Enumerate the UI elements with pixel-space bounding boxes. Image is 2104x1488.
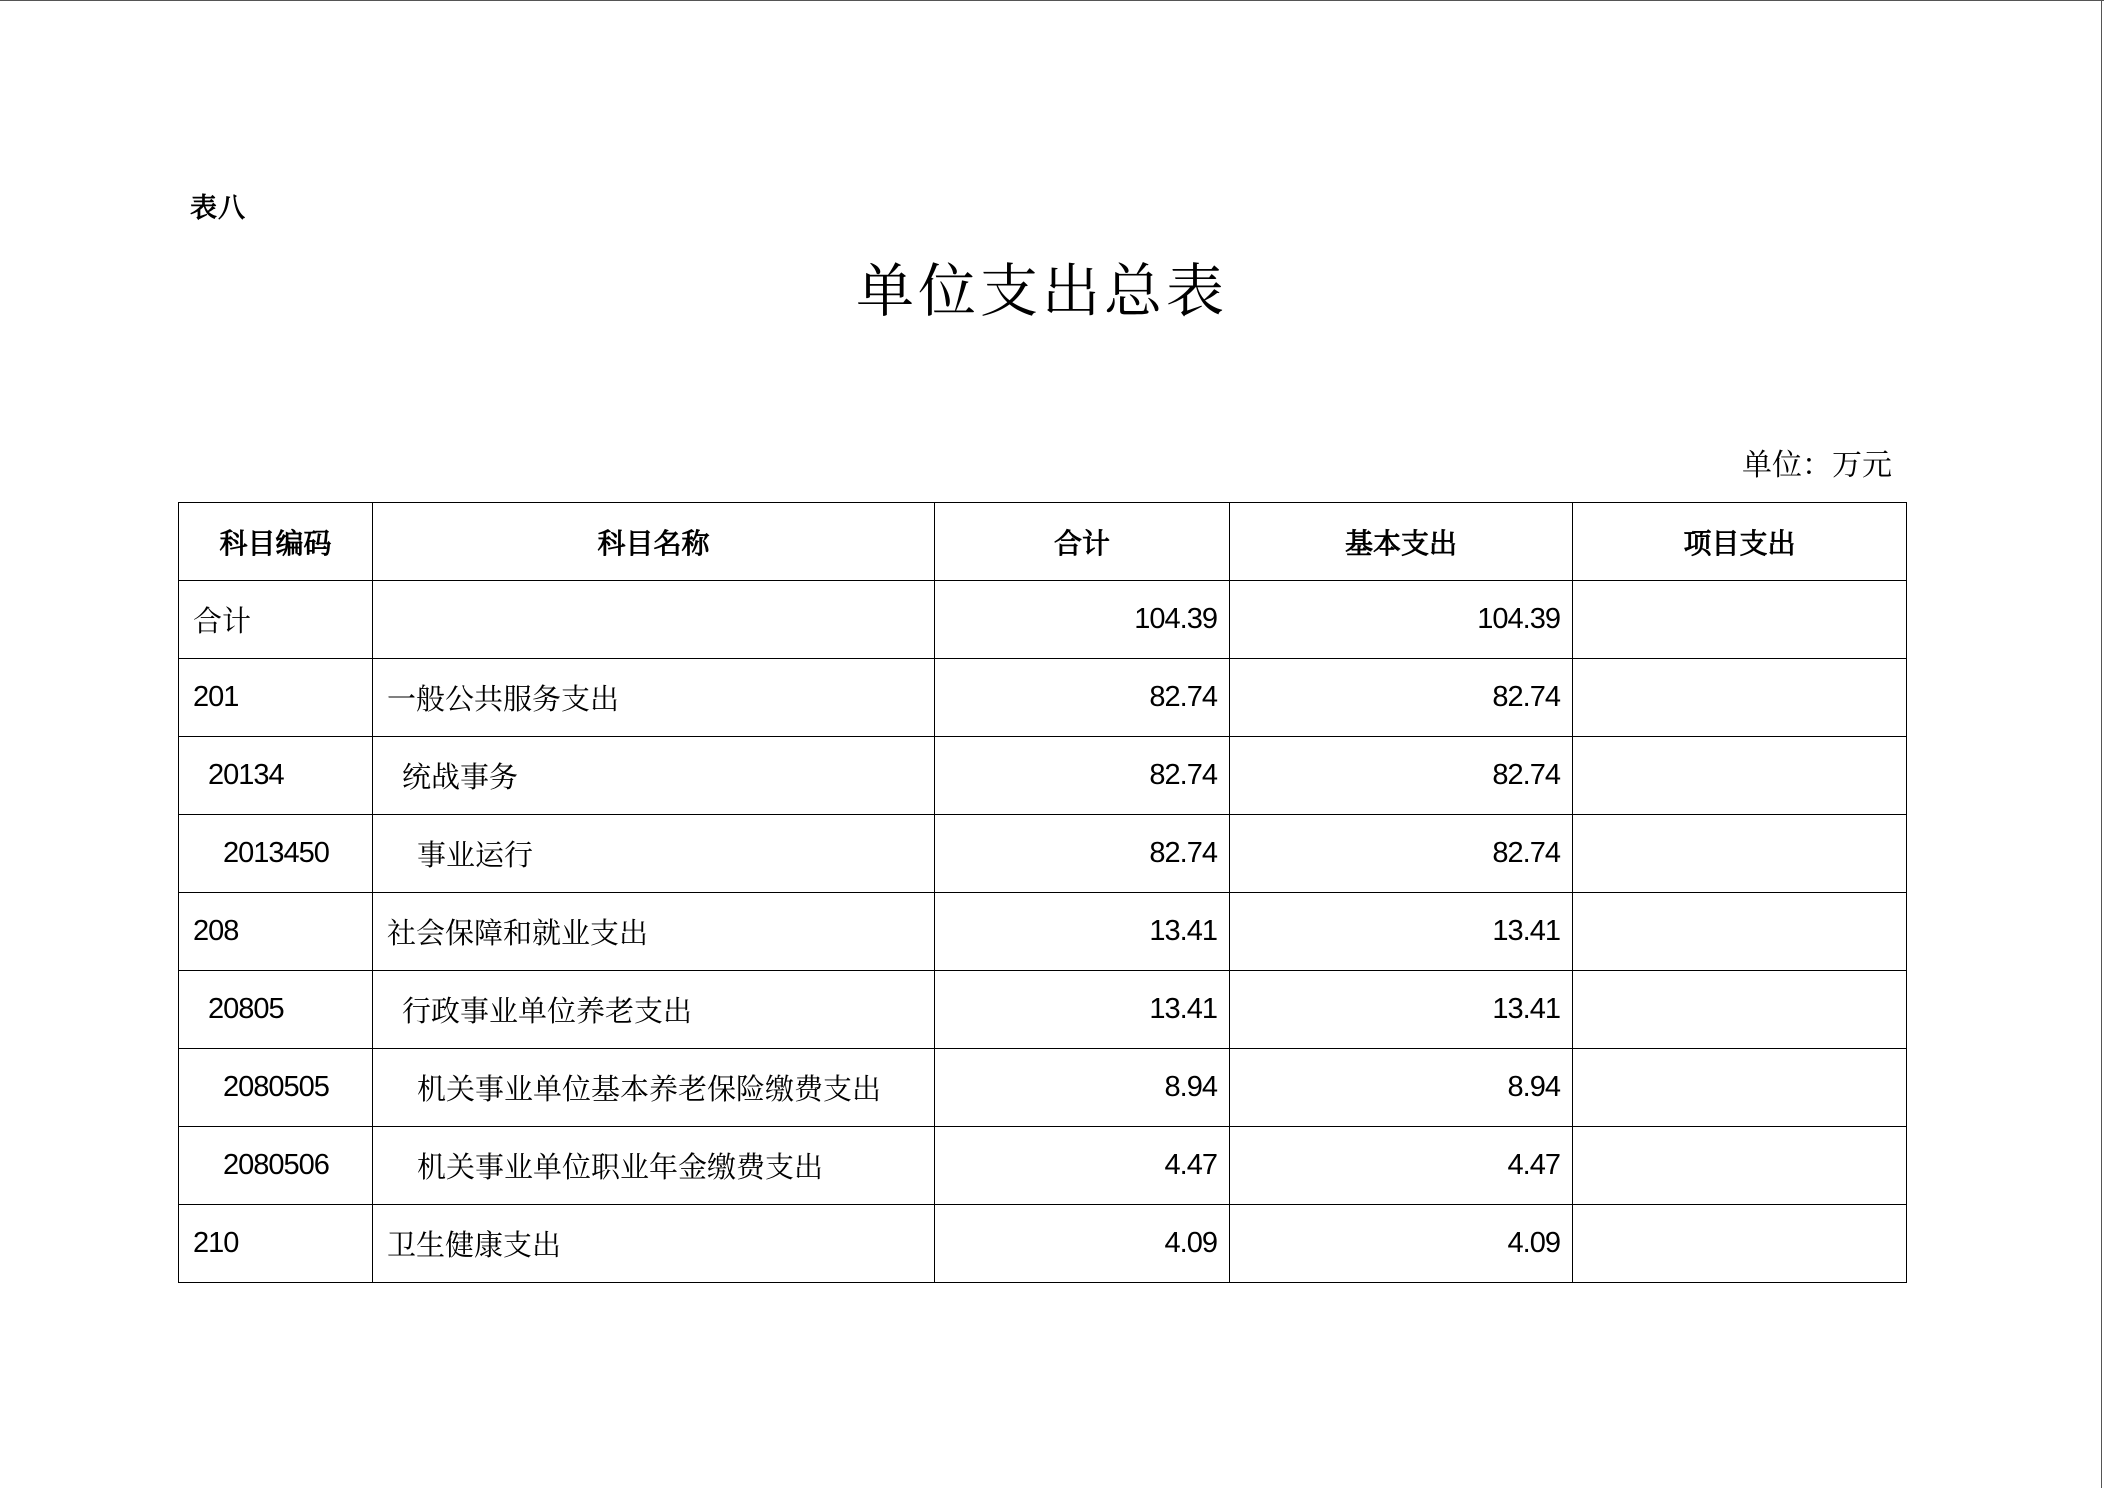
row-total: 4.09 [935, 1205, 1230, 1283]
row-basic: 82.74 [1230, 737, 1573, 815]
row-total: 13.41 [935, 971, 1230, 1049]
row-total: 82.74 [935, 815, 1230, 893]
row-code: 2080506 [179, 1127, 373, 1205]
row-name: 机关事业单位基本养老保险缴费支出 [373, 1049, 935, 1127]
row-code: 合计 [179, 581, 373, 659]
row-project [1573, 1205, 1907, 1283]
row-total: 13.41 [935, 893, 1230, 971]
table-row [179, 659, 1907, 737]
table-row [179, 893, 1907, 971]
row-basic: 4.47 [1230, 1127, 1573, 1205]
row-name: 一般公共服务支出 [373, 659, 935, 737]
table-row [179, 815, 1907, 893]
row-total: 8.94 [935, 1049, 1230, 1127]
row-code: 201 [179, 659, 373, 737]
row-basic: 82.74 [1230, 659, 1573, 737]
header-project-expenditure: 项目支出 [1573, 503, 1907, 581]
row-name: 统战事务 [373, 737, 935, 815]
header-subject-name: 科目名称 [373, 503, 935, 581]
row-basic: 4.09 [1230, 1205, 1573, 1283]
row-name [373, 581, 935, 659]
row-total: 104.39 [935, 581, 1230, 659]
row-code: 2013450 [179, 815, 373, 893]
row-project [1573, 1049, 1907, 1127]
row-project [1573, 971, 1907, 1049]
row-project [1573, 815, 1907, 893]
row-code: 210 [179, 1205, 373, 1283]
table-row [179, 1205, 1907, 1283]
row-total: 82.74 [935, 659, 1230, 737]
row-project [1573, 893, 1907, 971]
row-code: 2080505 [179, 1049, 373, 1127]
table-header-row [179, 503, 1907, 581]
page-title: 单位支出总表 [855, 257, 1228, 325]
row-code: 20134 [179, 737, 373, 815]
row-basic: 82.74 [1230, 815, 1573, 893]
row-basic: 13.41 [1230, 971, 1573, 1049]
row-basic: 8.94 [1230, 1049, 1573, 1127]
row-project [1573, 1127, 1907, 1205]
header-total: 合计 [935, 503, 1230, 581]
row-total: 82.74 [935, 737, 1230, 815]
row-basic: 104.39 [1230, 581, 1573, 659]
row-name: 社会保障和就业支出 [373, 893, 935, 971]
table-row [179, 737, 1907, 815]
header-basic-expenditure: 基本支出 [1230, 503, 1573, 581]
table-row [179, 971, 1907, 1049]
row-code: 208 [179, 893, 373, 971]
row-name: 事业运行 [373, 815, 935, 893]
row-project [1573, 581, 1907, 659]
expense-summary-table [178, 502, 1907, 1283]
table-number-label: 表八 [190, 193, 246, 224]
row-total: 4.47 [935, 1127, 1230, 1205]
header-subject-code: 科目编码 [179, 503, 373, 581]
row-name: 行政事业单位养老支出 [373, 971, 935, 1049]
right-border-line [2101, 0, 2102, 1488]
table-row [179, 1049, 1907, 1127]
row-basic: 13.41 [1230, 893, 1573, 971]
row-name: 卫生健康支出 [373, 1205, 935, 1283]
top-border-line [0, 0, 2104, 1]
row-project [1573, 737, 1907, 815]
unit-note: 单位：万元 [1742, 448, 1892, 483]
table-row [179, 1127, 1907, 1205]
table-row [179, 581, 1907, 659]
row-name: 机关事业单位职业年金缴费支出 [373, 1127, 935, 1205]
row-project [1573, 659, 1907, 737]
row-code: 20805 [179, 971, 373, 1049]
